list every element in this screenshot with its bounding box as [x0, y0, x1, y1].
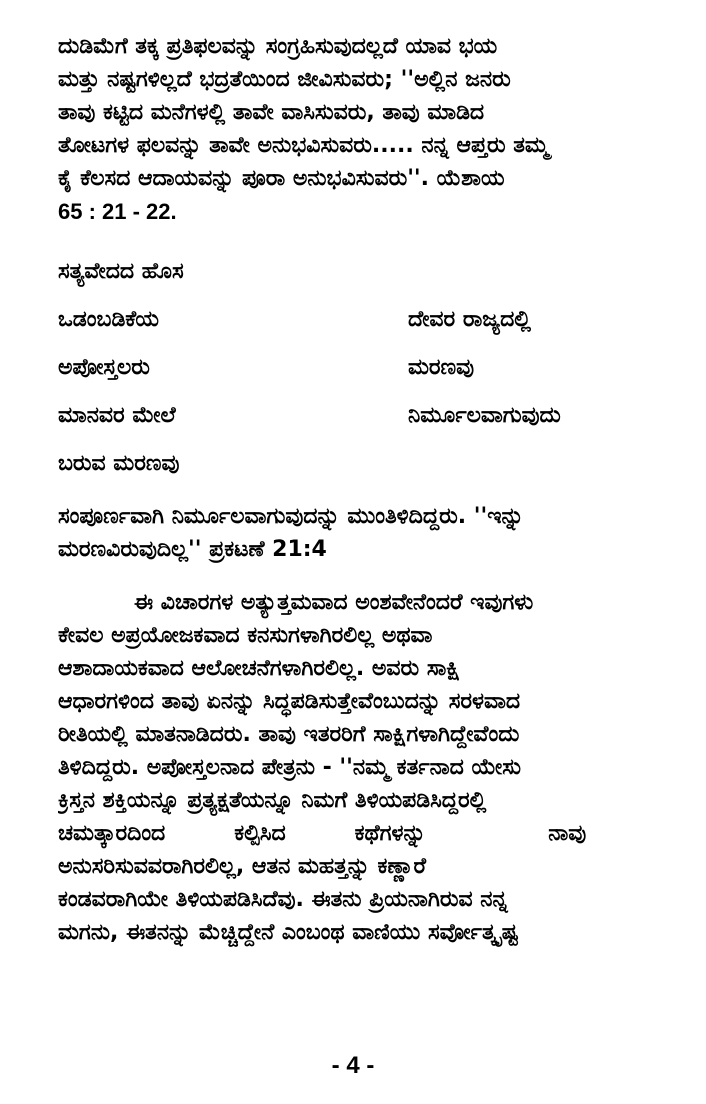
spacer [58, 488, 648, 500]
paragraph-1-line: ಮತ್ತು ನಷ್ಟಗಳಿಲ್ಲದೆ ಭದ್ರತೆಯಿಂದ ಜೀವಿಸುವರು; ''ಅಲ್ಲಿನ ಜನರು [58, 67, 511, 92]
paragraph-1-line: ತೋಟಗಳ ಫಲವನ್ನು ತಾವೇ ಅನುಭವಿಸುವರು..... ನನ್ನ ಆಪ್ತರು ತಮ್ಮ [58, 133, 549, 158]
paragraph-2-line: ಸಂಪೂರ್ಣವಾಗಿ ನಿರ್ಮೂಲವಾಗುವುದನ್ನು ಮುಂತಿಳಿದಿದ್ದರು. ''ಇನ್ನು [58, 504, 524, 529]
paragraph-1-line: ಕೈ ಕೆಲಸದ ಆದಾಯವನ್ನು ಪೂರಾ ಅನುಭವಿಸುವರು''. ಯೆಶಾಯ [58, 166, 505, 191]
column-left-text: ಅಪೋಸ್ತಲರು [58, 355, 150, 380]
spacer [58, 566, 648, 586]
paragraph-3-line: ಈ ವಿಚಾರಗಳ ಅತ್ಯುತ್ತಮವಾದ ಅಂಶವೇನೆಂದರೆ ಇವುಗಳು [134, 590, 534, 615]
two-column-row [58, 344, 648, 392]
paragraph-3-line: ಆಧಾರಗಳಿಂದ ತಾವು ಏನನ್ನು ಸಿದ್ಧಪಡಿಸುತ್ತೇವೆಂಬುದನ್ನು ಸರಳವಾದ [58, 689, 521, 714]
paragraph-3-line: ಆಶಾದಾಯಕವಾದ ಆಲೋಚನೆಗಳಾಗಿರಲಿಲ್ಲ. ಅವರು ಸಾಕ್ಷಿ [58, 656, 460, 681]
page-body [58, 30, 648, 949]
column-right-text: ಮರಣವು [408, 355, 475, 380]
paragraph-3-line: ಕ್ರಿಸ್ತನ ಶಕ್ತಿಯನ್ನೂ ಪ್ರತ್ಯಕ್ಷತೆಯನ್ನೂ ನಿಮಗೆ ತಿಳಿಯಪಡಿಸಿದ್ದರಲ್ಲಿ [58, 788, 487, 813]
paragraph-3-line: ಅನುಸರಿಸುವವರಾಗಿರಲಿಲ್ಲ, ಆತನ ಮಹತ್ತನ್ನು ಕಣ್ಣಾರೆ [58, 854, 426, 879]
paragraph-1-line: ತಾವು ಕಟ್ಟಿದ ಮನೆಗಳಲ್ಲಿ ತಾವೇ ವಾಸಿಸುವರು, ತಾವು ಮಾಡಿದ [58, 100, 485, 125]
paragraph-1-line: ದುಡಿಮೆಗೆ ತಕ್ಕ ಪ್ರತಿಫಲವನ್ನು ಸಂಗ್ರಹಿಸುವುದಲ್ಲದೆ ಯಾವ ಭಯ [58, 34, 498, 59]
paragraph-3-line: ಕೇವಲ ಅಪ್ರಯೋಜಕವಾದ ಕನಸುಗಳಾಗಿರಲಿಲ್ಲ ಅಥವಾ [58, 623, 433, 648]
paragraph-3-line: ಮಗನು, ಈತನನ್ನು ಮೆಚ್ಚಿದ್ದೇನೆ ಎಂಬಂಥ ವಾಣಿಯು ಸರ್ವೋತ್ಕೃಷ್ಟ [58, 920, 519, 945]
paragraph-2-line: ಮರಣವಿರುವುದಿಲ್ಲ'' ಪ್ರಕಟಣೆ 21:4 [58, 537, 327, 562]
scripture-reference: 65 : 21 - 22. [58, 199, 177, 224]
paragraph-3-line: ಚಮತ್ಕಾರದಿಂದ ಕಲ್ಪಿಸಿದ ಕಥೆಗಳನ್ನು ನಾವು [58, 821, 587, 846]
paragraph-2 [58, 500, 648, 566]
two-column-row [58, 392, 648, 440]
paragraph-3-line: ರೀತಿಯಲ್ಲಿ ಮಾತನಾಡಿದರು. ತಾವು ಇತರರಿಗೆ ಸಾಕ್ಷಿಗಳಾಗಿದ್ದೇವೆಂದು [58, 722, 520, 747]
column-right-text: ದೇವರ ರಾಜ್ಯದಲ್ಲಿ [408, 307, 531, 332]
paragraph-1 [58, 30, 648, 228]
paragraph-3-line: ತಿಳಿದಿದ್ದರು. ಅಪೋಸ್ತಲನಾದ ಪೇತ್ರನು - ''ನಮ್ಮ ಕರ್ತನಾದ ಯೇಸು [58, 755, 521, 780]
paragraph-3 [58, 586, 648, 949]
column-right-text: ನಿರ್ಮೂಲವಾಗುವುದು [408, 403, 561, 428]
paragraph-3-line: ಕಂಡವರಾಗಿಯೇ ತಿಳಿಯಪಡಿಸಿದೆವು. ಈತನು ಪ್ರಿಯನಾಗಿರುವ ನನ್ನ [58, 887, 508, 912]
spacer [58, 228, 648, 248]
page-number: - 4 - [331, 1052, 375, 1079]
heading-line: ಸತ್ಯವೇದದ ಹೊಸ [58, 259, 184, 284]
two-column-row [58, 296, 648, 344]
column-left-text: ಮಾನವರ ಮೇಲೆ [58, 403, 176, 428]
single-line: ಬರುವ ಮರಣವು [58, 451, 180, 476]
column-left-text: ಒಡಂಬಡಿಕೆಯ [58, 307, 159, 332]
